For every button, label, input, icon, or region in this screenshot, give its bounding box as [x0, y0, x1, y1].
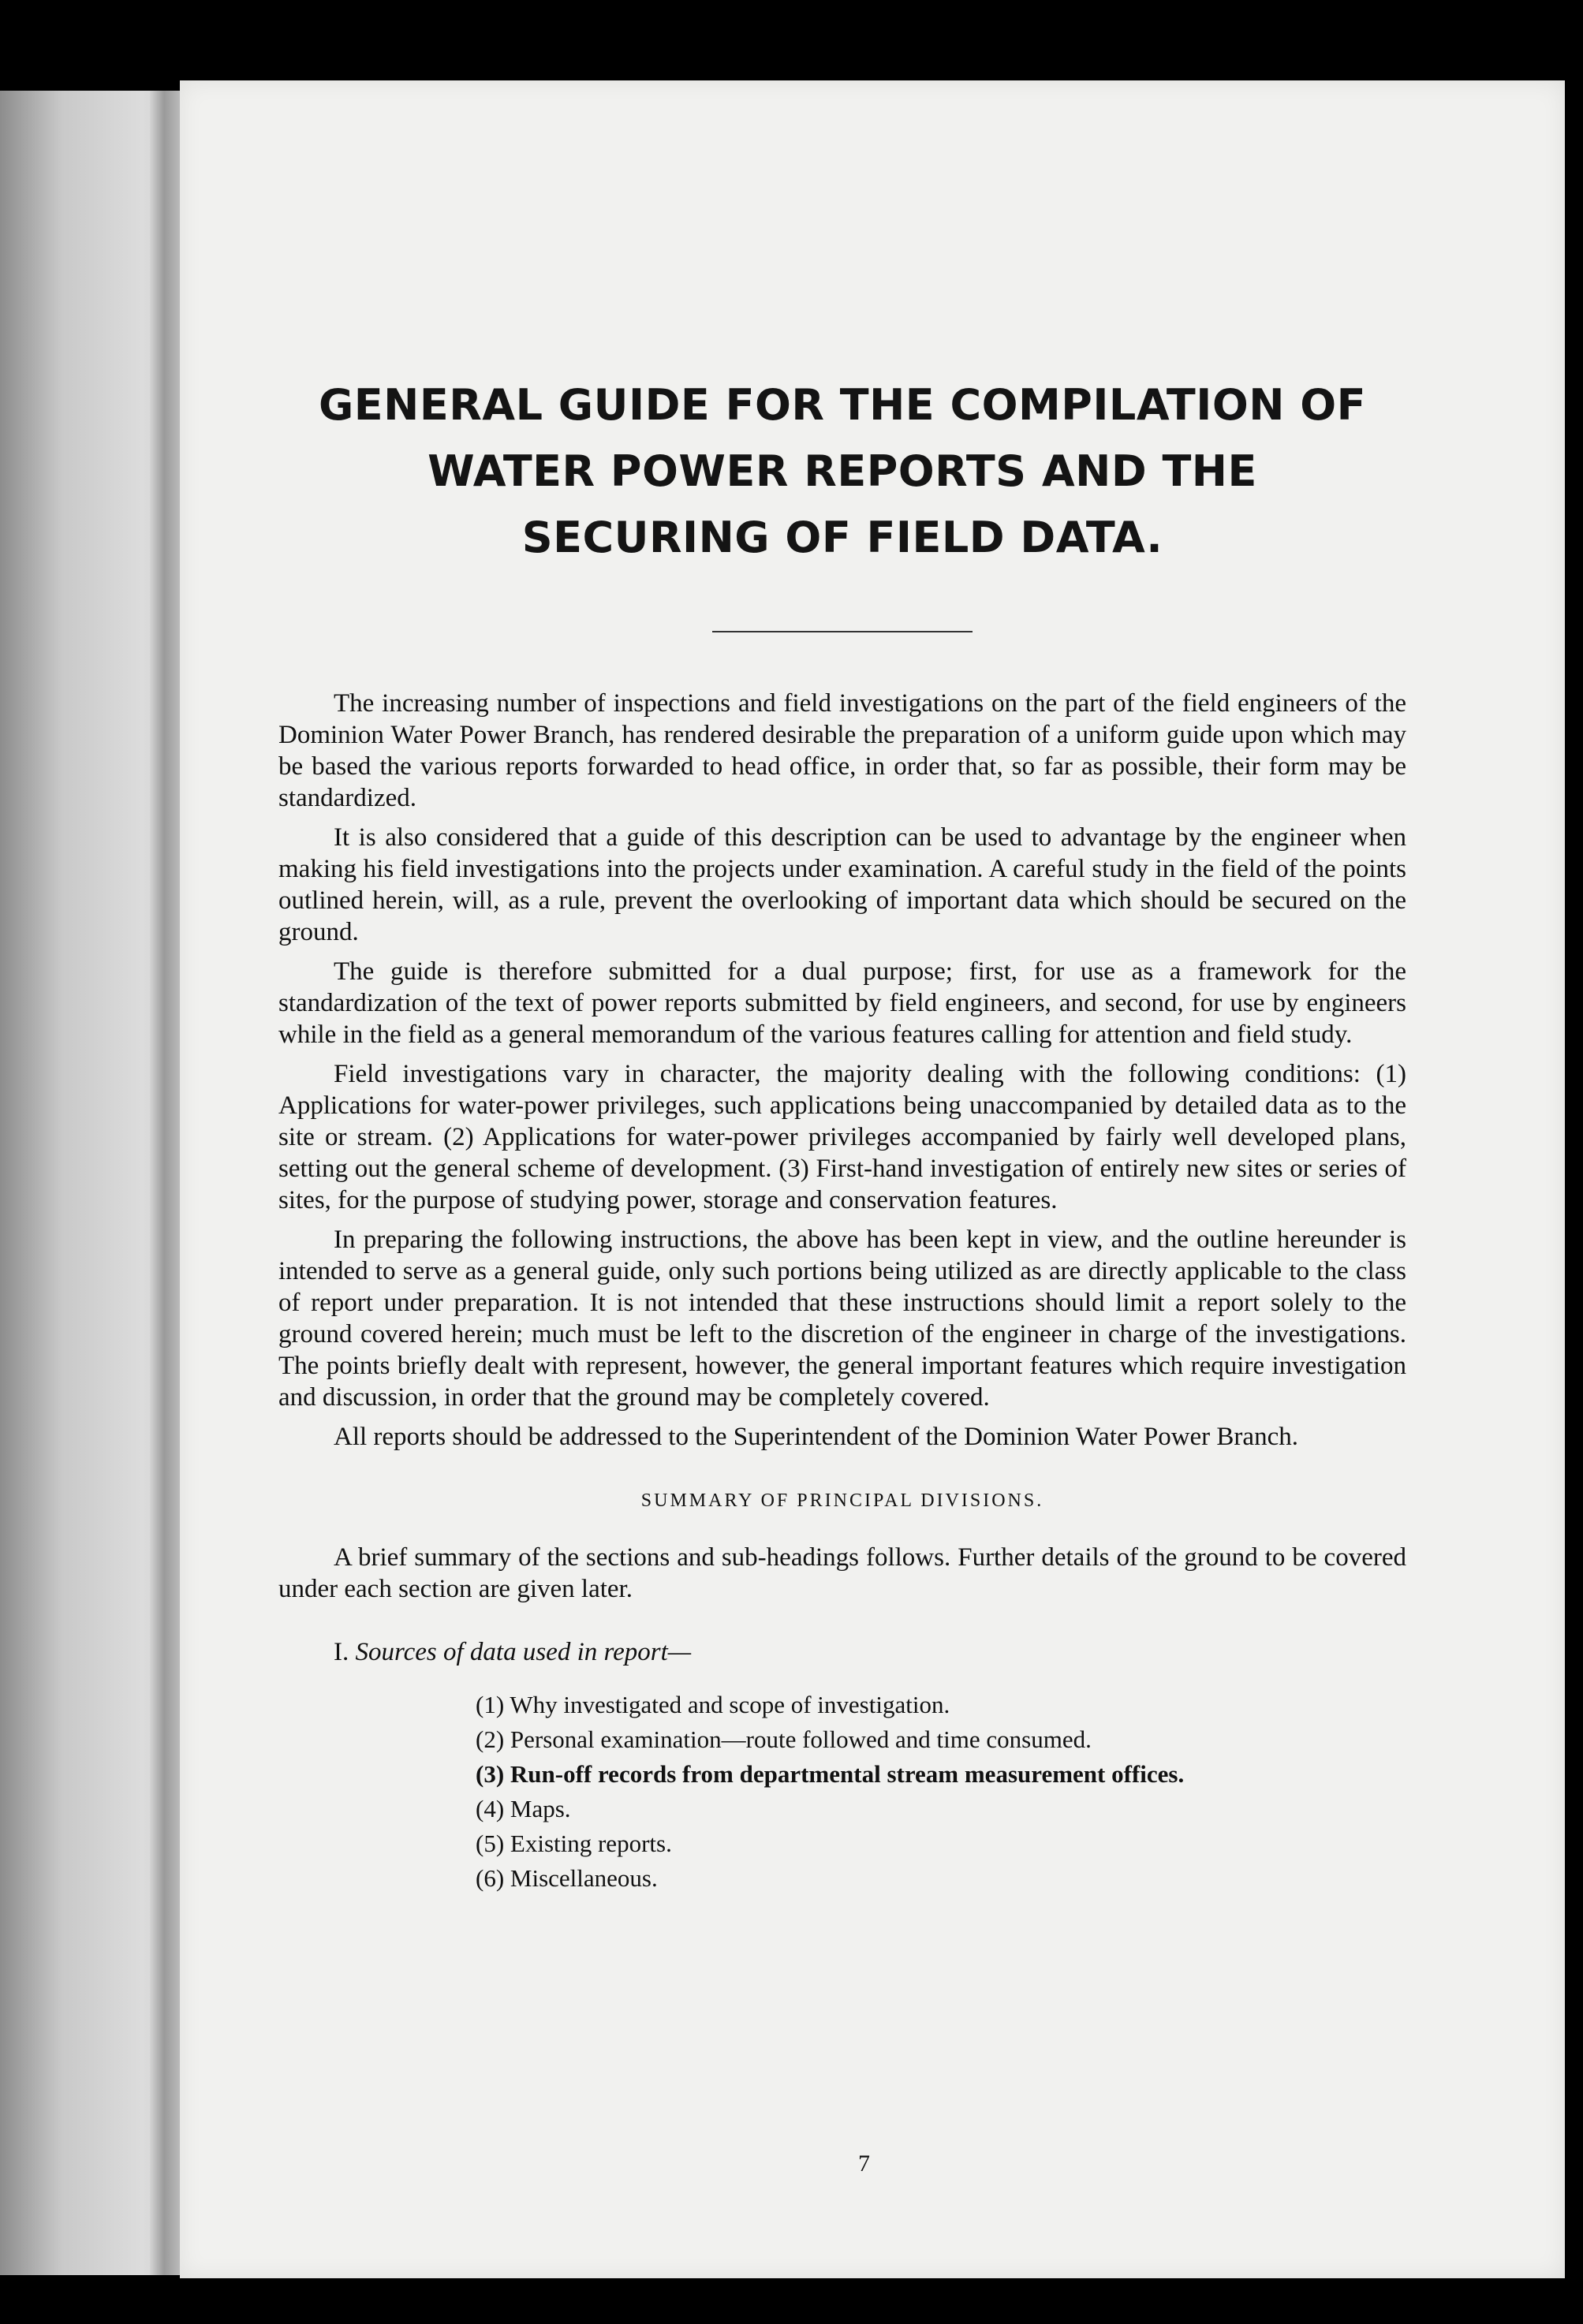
section-title-text: Sources of data used in report— — [355, 1638, 692, 1666]
list-item: (4) Maps. — [476, 1795, 571, 1822]
summary-intro: A brief summary of the sections and sub-headings follows. Further details of the ground to be covered under each section are given later. — [278, 1543, 1406, 1603]
paragraph-5: In preparing the following instructions, the above has been kept in view, and the outline hereunder is intended to serve as a general guide, only such portions being utilized as are directly applicable to the class of report under preparation. It is not intended that these instructions should limit a report solely to the ground covered herein; much must be left to the discretion of the engineer in charge of the investigations. The points briefly dealt with represent, however, the general important features which require investigation and discussion, in order that the ground may be completely covered. — [278, 1225, 1406, 1412]
binding-gutter — [150, 91, 181, 2275]
page-content — [278, 372, 1406, 1896]
paragraph-1: The increasing number of inspections and field investigations on the part of the field engineers of the Dominion Water Power Branch, has rendered desirable the preparation of a uniform guide upon which may be based the various reports forwarded to head office, in order that, so far as possible, their form may be standardized. — [278, 689, 1406, 812]
title-line-2: WATER POWER REPORTS AND THE — [427, 446, 1257, 496]
paragraph-6: All reports should be addressed to the Superintendent of the Dominion Water Power Branch. — [334, 1423, 1298, 1451]
paragraph-2: It is also considered that a guide of this description can be used to advantage by the engineer when making his field investigations into the projects under examination. A careful study in the field of the points outlined herein, will, as a rule, prevent the overlooking of important data which should be secured on the ground. — [278, 823, 1406, 946]
summary-heading: SUMMARY OF PRINCIPAL DIVISIONS. — [640, 1490, 1044, 1511]
section-number: I. — [334, 1638, 349, 1666]
paragraph-3: The guide is therefore submitted for a dual purpose; first, for use as a framework for the standardization of the text of power reports submitted by field engineers, and second, for use by engineers while in the field as a general memorandum of the various features calling for attention and field study. — [278, 957, 1406, 1049]
list-item: (5) Existing reports. — [476, 1830, 672, 1857]
list-item: (6) Miscellaneous. — [476, 1864, 658, 1892]
page-number: 7 — [858, 2151, 870, 2177]
list-item: (1) Why investigated and scope of investigation. — [476, 1691, 950, 1718]
paragraph-4: Field investigations vary in character, the majority dealing with the following conditions: (1) Applications for water-power privileges, such applications being unaccompanied by detailed data as to the site or stream. (2) Applications for water-power privileges accompanied by fairly well developed plans, setting out the general scheme of development. (3) First-hand investigation of entirely new sites or series of sites, for the purpose of studying power, storage and conservation features. — [278, 1060, 1406, 1214]
title-line-3: SECURING OF FIELD DATA. — [521, 513, 1163, 562]
page-title — [278, 372, 1406, 571]
title-line-1: GENERAL GUIDE FOR THE COMPILATION OF — [318, 380, 1367, 430]
list-item: (3) Run-off records from departmental stream measurement offices. — [476, 1760, 1185, 1788]
title-divider — [712, 631, 973, 632]
document-page — [180, 80, 1565, 2278]
list-item: (2) Personal examination—route followed and time consumed. — [476, 1725, 1092, 1753]
section-items-list — [476, 1688, 1406, 1896]
section-title — [334, 1638, 1406, 1667]
